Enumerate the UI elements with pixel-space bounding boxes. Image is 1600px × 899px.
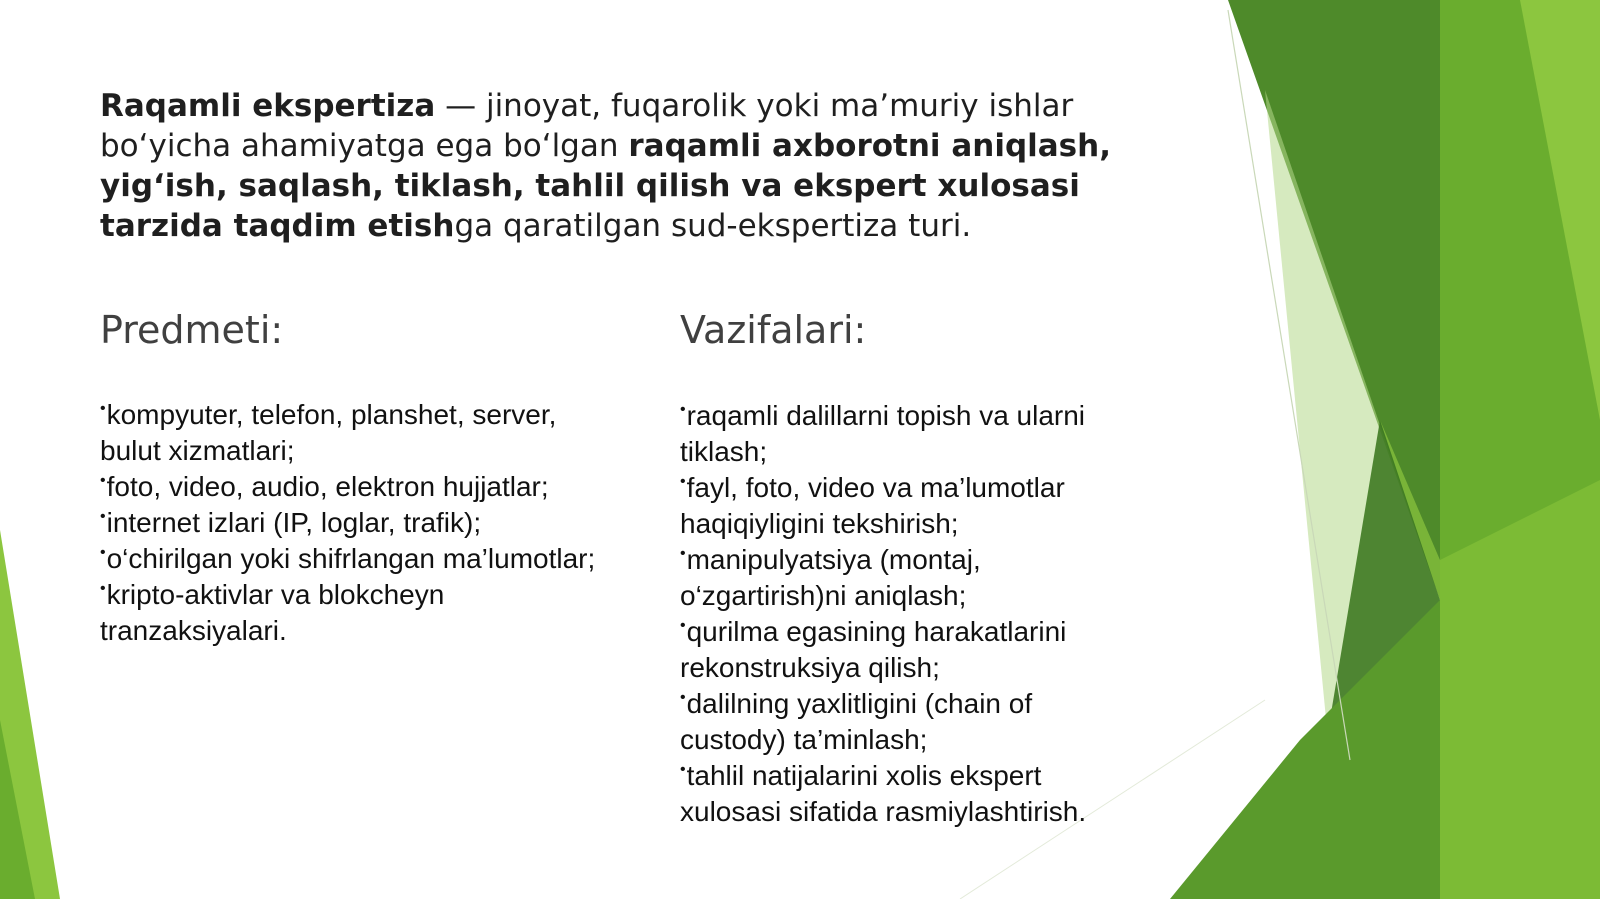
list-item (100, 577, 620, 649)
list-item-text: fayl, foto, video va ma’lumotlar haqiqiyligini tekshirish; (680, 472, 1065, 539)
list-item (680, 470, 1140, 542)
definition-text-part1: — jinoyat, fuqarolik yoki ma’muriy ishlar bo‘yicha ahamiyatga ega bo‘lgan (100, 88, 1074, 164)
definition-text-part2: ga qaratilgan sud-ekspertiza turi. (454, 208, 972, 244)
bullet-icon: • (100, 508, 106, 525)
list-item-text: kripto-aktivlar va blokcheyn tranzaksiyalari. (100, 579, 445, 646)
list-item-text: internet izlari (IP, loglar, trafik); (106, 507, 482, 538)
list-item (100, 541, 620, 577)
bullet-icon: • (680, 545, 686, 562)
list-item (100, 469, 620, 505)
list-item (100, 397, 620, 469)
list-item-text: dalilning yaxlitligini (chain of custody) ta’minlash; (680, 688, 1033, 755)
definition-bold-phrase: raqamli axborotni aniqlash, yig‘ish, saqlash, tiklash, tahlil qilish va ekspert xulosasi tarzida taqdim etish (100, 128, 1111, 244)
list-item-text: qurilma egasining harakatlarini rekonstruksiya qilish; (680, 616, 1067, 683)
list-item (680, 686, 1140, 758)
subject-heading: Predmeti: (100, 308, 284, 352)
bullet-icon: • (680, 761, 686, 778)
list-item (100, 505, 620, 541)
bullet-icon: • (100, 472, 106, 489)
bullet-icon: • (100, 400, 106, 417)
list-item (680, 758, 1140, 830)
list-item-text: foto, video, audio, elektron hujjatlar; (106, 471, 549, 502)
list-item-text: tahlil natijalarini xolis ekspert xulosasi sifatida rasmiylashtirish. (680, 760, 1087, 827)
tasks-list (680, 398, 1140, 830)
bullet-icon: • (680, 473, 686, 490)
list-item-text: o‘chirilgan yoki shifrlangan ma’lumotlar; (106, 543, 596, 574)
list-item-text: manipulyatsiya (montaj, o‘zgartirish)ni aniqlash; (680, 544, 981, 611)
bullet-icon: • (100, 580, 106, 597)
list-item (680, 542, 1140, 614)
bullet-icon: • (680, 689, 686, 706)
list-item-text: raqamli dalillarni topish va ularni tiklash; (680, 400, 1086, 467)
tasks-heading: Vazifalari: (680, 308, 867, 352)
subject-list (100, 397, 620, 649)
bullet-icon: • (100, 544, 106, 561)
bullet-icon: • (680, 401, 686, 418)
list-item (680, 614, 1140, 686)
definition-term: Raqamli ekspertiza (100, 88, 436, 124)
list-item-text: kompyuter, telefon, planshet, server, bulut xizmatlari; (100, 399, 557, 466)
definition-paragraph (100, 86, 1210, 246)
bullet-icon: • (680, 617, 686, 634)
list-item (680, 398, 1140, 470)
